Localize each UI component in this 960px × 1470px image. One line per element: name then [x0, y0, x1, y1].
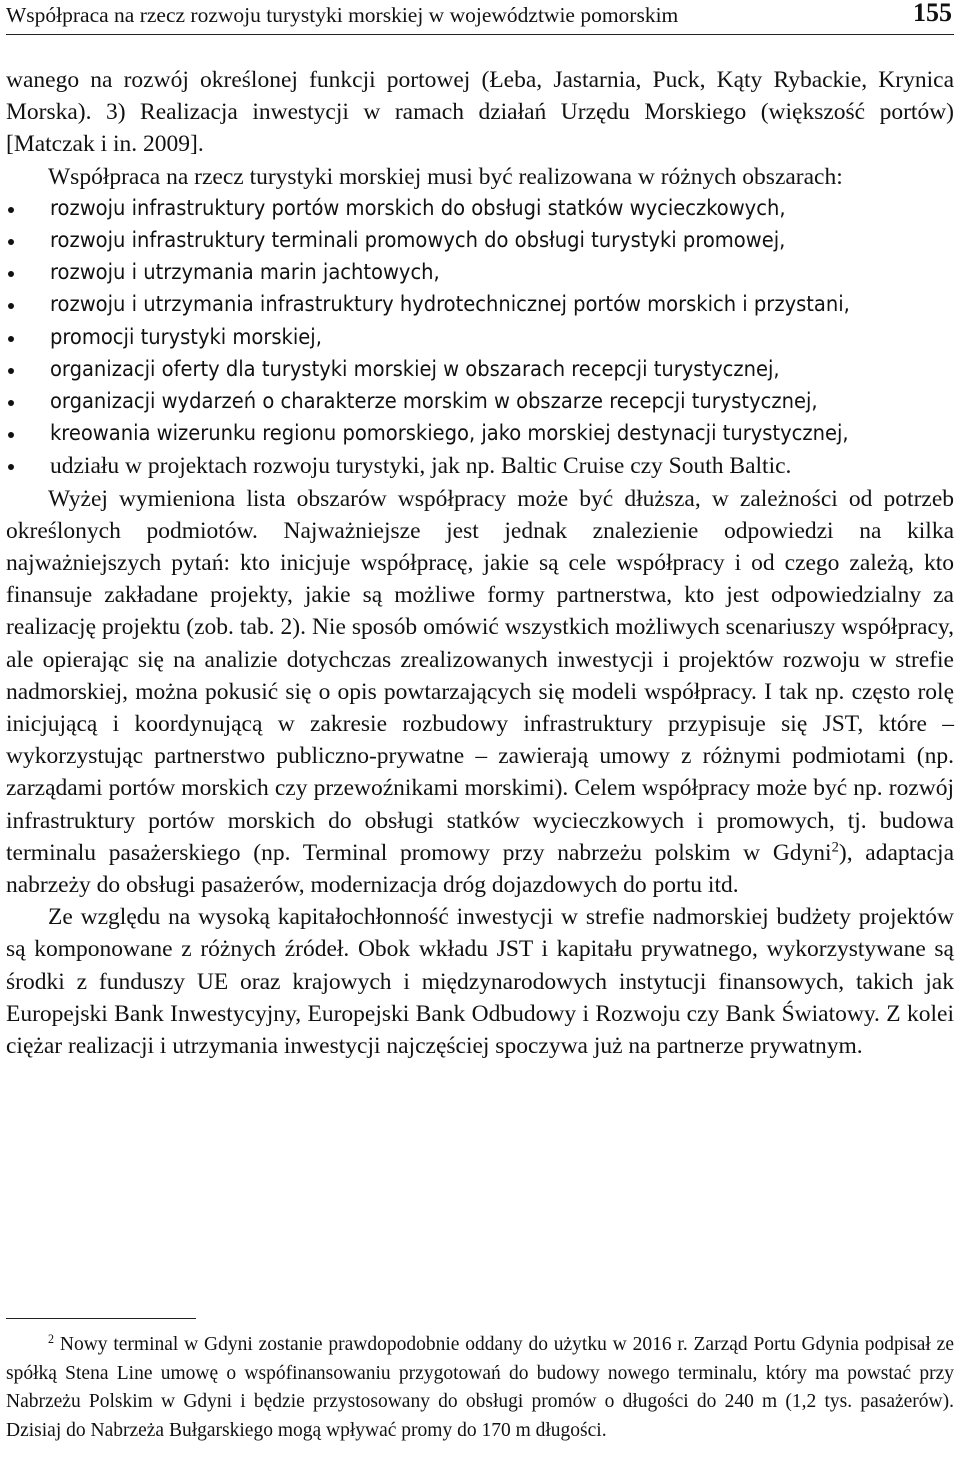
paragraph-4: Ze względu na wysoką kapitałochłonność inwestycji w strefie nadmorskiej budżety projektów są komponowane z różnych źródeł. Obok wkładu JST i kapitału prywatnego, wykorzystywane są środki z funduszy UE oraz krajowych i międzynarodowych instytucji finansowych, takich jak Europejski Bank Inwestycyjny, Europejski Bank Odbudowy i Rozwoju czy Bank Światowy. Z kolei ciężar realizacji i utrzymania inwestycji najczęściej spoczywa już na partnerze prywatnym.	[6, 904, 954, 1060]
paragraph-3-text-continued: ), adaptacja nabrzeży do obsługi pasażerów, modernizacja dróg dojazdowych do portu itd.	[6, 839, 954, 899]
bullet-icon	[8, 464, 14, 470]
list-item	[6, 354, 954, 386]
list-item	[6, 193, 954, 225]
document-page	[6, 0, 954, 1470]
list-item	[6, 418, 954, 450]
list-item-text: udziału w projektach rozwoju turystyki, jak np. Baltic Cruise czy South Baltic.	[50, 453, 792, 480]
paragraph-3-text: Wyżej wymieniona lista obszarów współpracy może być dłuższa, w zależności od potrzeb określonych podmiotów. Najważniejsze jest jednak znalezienie odpowiedzi na kilka najważniejszych pytań: kto inicjuje współpracę, jakie są cele współpracy i od czego zależą, kto finansuje zakładane projekty, jakie są możliwe formy partnerstwa, kto jest odpowiedzialny za realizację projektu (zob. tab. 2). Nie sposób omówić wszystkich możliwych scenariuszy współpracy, ale opierając się na analizie dotychczas zrealizowanych inwestycji i projektów rozwoju w strefie nadmorskiej, można pokusić się o opis powtarzających się modeli współpracy. I tak np. często rolę inicjującą i koordynującą w zakresie rozbudowy infrastruktury przypisuje się JST, które – wykorzystując partnerstwo publiczno-prywatne – zawierają umowy z różnymi podmiotami (np. zarządami portów morskich czy przewoźnikami morskimi). Celem współpracy może być np. rozwój infrastruktury portów morskich do obsługi statków wycieczkowych i promowych, tj. budowa terminalu pasażerskiego (np. Terminal promowy przy nabrzeżu polskim w Gdyni	[6, 485, 954, 866]
paragraph-3	[6, 483, 954, 902]
footnote-marker: 2	[48, 1331, 55, 1346]
footnote-divider	[6, 1318, 196, 1319]
paragraph-1: wanego na rozwój określonej funkcji portowej (Łeba, Jastarnia, Puck, Kąty Rybackie, Krynica Morska). 3) Realizacja inwestycji w ramach działań Urzędu Morskiego (większość portów) [Matczak i in. 2009].	[6, 67, 954, 158]
page-number: 155	[913, 0, 952, 27]
paragraph-2: Współpraca na rzecz turystyki morskiej musi być realizowana w różnych obszarach:	[48, 163, 843, 190]
list-item-text: organizacji oferty dla turystyki morskiej w obszarach recepcji turystycznej,	[50, 356, 780, 382]
running-title: Współpraca na rzecz rozwoju turystyki morskiej w województwie pomorskim	[6, 3, 679, 27]
list-item-text: rozwoju i utrzymania infrastruktury hydrotechnicznej portów morskich i przystani,	[50, 292, 850, 318]
list-item	[6, 257, 954, 289]
list-item-text: organizacji wydarzeń o charakterze morskim w obszarze recepcji turystycznej,	[50, 389, 818, 415]
list-item	[6, 450, 954, 482]
bullet-icon	[8, 239, 14, 245]
list-item-text: rozwoju i utrzymania marin jachtowych,	[50, 260, 440, 286]
footnote	[6, 1331, 954, 1445]
bullet-icon	[8, 368, 14, 374]
bullet-icon	[8, 303, 14, 309]
list-item	[6, 322, 954, 354]
bullet-icon	[8, 432, 14, 438]
list-item	[6, 386, 954, 418]
bullet-icon	[8, 400, 14, 406]
bullet-icon	[8, 336, 14, 342]
body-text	[6, 64, 954, 1062]
list-item	[6, 289, 954, 321]
list-item-text: rozwoju infrastruktury portów morskich do obsługi statków wycieczkowych,	[50, 195, 786, 221]
bullet-icon	[8, 271, 14, 277]
list-item-text: kreowania wizerunku regionu pomorskiego, jako morskiej destynacji turystycznej,	[50, 421, 849, 447]
footnote-reference[interactable]: 2	[831, 839, 839, 856]
list-item	[6, 225, 954, 257]
cooperation-areas-list	[6, 193, 954, 483]
bullet-icon	[8, 207, 14, 213]
running-header	[6, 0, 954, 35]
list-item-text: promocji turystyki morskiej,	[50, 324, 322, 350]
list-item-text: rozwoju infrastruktury terminali promowych do obsługi turystyki promowej,	[50, 228, 786, 254]
footnote-text: Nowy terminal w Gdyni zostanie prawdopodobnie oddany do użytku w 2016 r. Zarząd Portu Gdynia podpisał ze spółką Stena Line umowę o wspófinansowaniu przygotowań do budowy nowego terminalu, który ma powstać przy Nabrzeżu Polskim w Gdyni i będzie przystosowany do obsługi promów o długości do 240 m (1,2 tys. pasażerów). Dzisiaj do Nabrzeża Bułgarskiego mogą wpływać promy do 170 m długości.	[6, 1334, 954, 1441]
